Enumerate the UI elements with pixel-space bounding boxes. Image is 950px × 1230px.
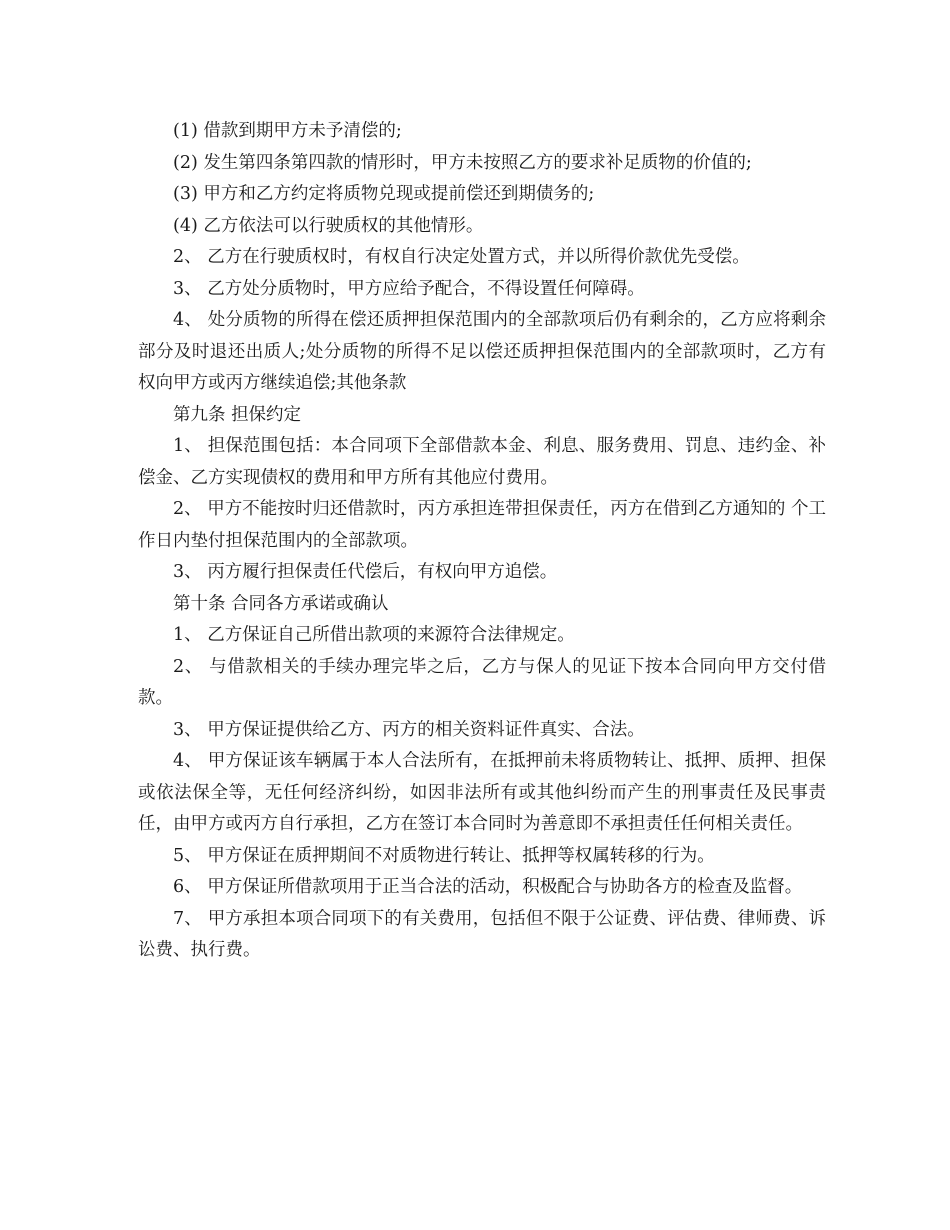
- paragraph-item-1-overdue: (1) 借款到期甲方未予清偿的;: [173, 121, 402, 141]
- paragraph-vehicle-ownership: 4、 甲方保证该车辆属于本人合法所有，在抵押前未将质物转让、抵押、质押、担保或依法保全等，无任何经济纠纷，如因非法所有或其他纠纷而产生的刑事责任及民事责任，由甲方或丙方自行承担，乙方在签订本合同时为善意即不承担责任任何相关责任。: [138, 751, 826, 834]
- paragraph-lender-funds-source: 1、 乙方保证自己所借出款项的来源符合法律规定。: [173, 625, 575, 645]
- paragraph-clause-2-disposal: 2、 乙方在行驶质权时，有权自行决定处置方式，并以所得价款优先受偿。: [173, 247, 750, 267]
- paragraph-documents-true: 3、 甲方保证提供给乙方、丙方的相关资料证件真实、合法。: [173, 719, 645, 740]
- section-heading-article-9: 第九条 担保约定: [173, 404, 302, 425]
- document-body: [138, 116, 826, 967]
- paragraph-fees: 7、 甲方承担本项合同项下的有关费用，包括但不限于公证费、评估费、律师费、诉讼费、执行费。: [138, 908, 826, 960]
- paragraph-item-4-other-cases: (4) 乙方依法可以行驶质权的其他情形。: [173, 215, 484, 236]
- paragraph-recourse: 3、 丙方履行担保责任代偿后，有权向甲方追偿。: [173, 562, 558, 582]
- paragraph-legal-use: 6、 甲方保证所借款项用于正当合法的活动，积极配合与协助各方的检查及监督。: [173, 877, 803, 897]
- paragraph-guarantee-scope: 1、 担保范围包括：本合同项下全部借款本金、利息、服务费用、罚息、违约金、补偿金、乙方实现债权的费用和甲方所有其他应付费用。: [138, 436, 826, 488]
- paragraph-item-2-insufficient-collateral: (2) 发生第四条第四款的情形时，甲方未按照乙方的要求补足质物的价值的;: [173, 152, 752, 173]
- paragraph-item-3-early-repayment: (3) 甲方和乙方约定将质物兑现或提前偿还到期债务的;: [173, 184, 595, 204]
- paragraph-joint-liability: 2、 甲方不能按时归还借款时，丙方承担连带担保责任，丙方在借到乙方通知的 个工作日内垫付担保范围内的全部款项。: [138, 499, 826, 551]
- section-heading-article-10: 第十条 合同各方承诺或确认: [173, 593, 389, 614]
- paragraph-clause-4-proceeds: 4、 处分质物的所得在偿还质押担保范围内的全部款项后仍有剩余的，乙方应将剩余部分及时退还出质人;处分质物的所得不足以偿还质押担保范围内的全部款项时，乙方有权向甲方或丙方继续追偿;其他条款: [138, 310, 826, 393]
- paragraph-loan-delivery: 2、 与借款相关的手续办理完毕之后，乙方与保人的见证下按本合同向甲方交付借款。: [138, 656, 826, 708]
- paragraph-clause-3-cooperation: 3、 乙方处分质物时，甲方应给予配合，不得设置任何障碍。: [173, 278, 645, 299]
- paragraph-no-transfer: 5、 甲方保证在质押期间不对质物进行转让、抵押等权属转移的行为。: [173, 845, 715, 866]
